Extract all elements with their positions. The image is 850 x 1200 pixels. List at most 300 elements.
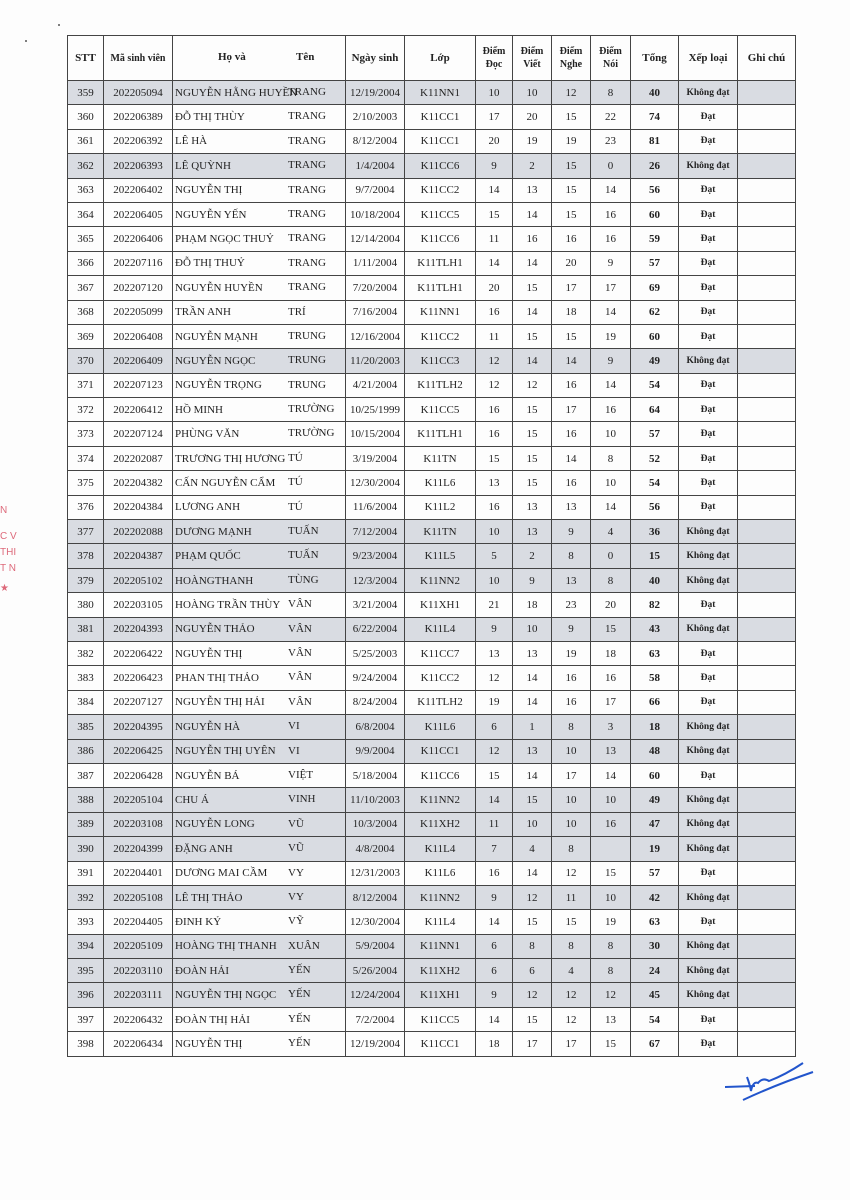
row-writing: 10	[513, 617, 552, 641]
row-dob: 12/30/2004	[346, 471, 405, 495]
row-reading: 16	[476, 300, 513, 324]
row-listening: 8	[552, 715, 591, 739]
row-class: K11CC2	[405, 178, 476, 202]
row-speaking: 10	[591, 788, 631, 812]
row-first-name: VÂN	[288, 622, 312, 635]
row-dob: 3/19/2004	[346, 446, 405, 470]
row-speaking: 20	[591, 593, 631, 617]
row-class: K11CC2	[405, 324, 476, 348]
row-class: K11NN1	[405, 934, 476, 958]
row-writing: 12	[513, 983, 552, 1007]
row-speaking: 14	[591, 300, 631, 324]
row-note	[738, 105, 796, 129]
row-total: 58	[631, 666, 679, 690]
row-rank: Đạt	[679, 690, 738, 714]
table-row	[68, 202, 796, 226]
row-first-name: VÂN	[288, 646, 312, 659]
row-stt: 381	[68, 617, 104, 641]
row-speaking: 0	[591, 154, 631, 178]
row-total: 24	[631, 959, 679, 983]
row-note	[738, 154, 796, 178]
row-student-id: 202204395	[104, 715, 173, 739]
row-reading: 11	[476, 227, 513, 251]
row-reading: 9	[476, 154, 513, 178]
row-first-name: TÚ	[288, 500, 303, 513]
row-last-name: NGUYỄN HUYỀN	[175, 281, 263, 294]
row-student-id: 202205094	[104, 81, 173, 105]
row-note	[738, 276, 796, 300]
row-student-id: 202204387	[104, 544, 173, 568]
row-last-name: NGUYỄN THỊ HẢI	[175, 696, 265, 709]
row-total: 74	[631, 105, 679, 129]
row-full-name	[173, 276, 346, 300]
row-listening: 16	[552, 227, 591, 251]
table-body	[68, 81, 796, 1057]
row-listening: 15	[552, 178, 591, 202]
row-reading: 10	[476, 81, 513, 105]
row-class: K11XH1	[405, 983, 476, 1007]
row-dob: 2/10/2003	[346, 105, 405, 129]
row-dob: 1/4/2004	[346, 154, 405, 178]
row-dob: 7/12/2004	[346, 520, 405, 544]
row-total: 48	[631, 739, 679, 763]
row-listening: 15	[552, 105, 591, 129]
row-reading: 7	[476, 837, 513, 861]
row-dob: 7/20/2004	[346, 276, 405, 300]
row-first-name: YẾN	[288, 964, 311, 977]
row-first-name: TRANG	[288, 110, 326, 123]
row-stt: 392	[68, 885, 104, 909]
row-listening: 8	[552, 934, 591, 958]
row-listening: 20	[552, 251, 591, 275]
row-dob: 4/21/2004	[346, 373, 405, 397]
table-row	[68, 763, 796, 787]
table-row	[68, 885, 796, 909]
row-full-name	[173, 495, 346, 519]
row-reading: 12	[476, 349, 513, 373]
row-stt: 389	[68, 812, 104, 836]
row-rank: Không đạt	[679, 154, 738, 178]
row-listening: 8	[552, 544, 591, 568]
row-speaking: 10	[591, 471, 631, 495]
row-note	[738, 398, 796, 422]
row-full-name	[173, 1032, 346, 1056]
row-rank: Không đạt	[679, 812, 738, 836]
row-student-id: 202205109	[104, 934, 173, 958]
row-full-name	[173, 934, 346, 958]
row-dob: 9/9/2004	[346, 739, 405, 763]
row-last-name: NGUYỄN NGỌC	[175, 354, 256, 367]
row-speaking: 17	[591, 276, 631, 300]
row-first-name: TRUNG	[288, 378, 326, 391]
row-writing: 15	[513, 422, 552, 446]
row-reading: 15	[476, 202, 513, 226]
row-total: 36	[631, 520, 679, 544]
row-class: K11CC7	[405, 641, 476, 665]
row-full-name	[173, 349, 346, 373]
row-class: K11XH1	[405, 593, 476, 617]
row-dob: 5/25/2003	[346, 641, 405, 665]
row-writing: 15	[513, 788, 552, 812]
row-dob: 12/19/2004	[346, 1032, 405, 1056]
row-writing: 15	[513, 324, 552, 348]
row-writing: 14	[513, 300, 552, 324]
row-note	[738, 593, 796, 617]
row-rank: Đạt	[679, 446, 738, 470]
table-row	[68, 129, 796, 153]
row-last-name: ĐỖ THỊ THUỶ	[175, 257, 245, 270]
table-row	[68, 324, 796, 348]
row-class: K11L6	[405, 861, 476, 885]
row-speaking: 22	[591, 105, 631, 129]
row-full-name	[173, 715, 346, 739]
row-class: K11L4	[405, 910, 476, 934]
row-total: 57	[631, 861, 679, 885]
row-total: 64	[631, 398, 679, 422]
row-first-name: TÚ	[288, 476, 303, 489]
row-reading: 9	[476, 617, 513, 641]
row-speaking: 15	[591, 617, 631, 641]
row-reading: 10	[476, 568, 513, 592]
row-note	[738, 568, 796, 592]
row-note	[738, 617, 796, 641]
row-dob: 12/30/2004	[346, 910, 405, 934]
row-writing: 10	[513, 812, 552, 836]
row-total: 49	[631, 349, 679, 373]
row-rank: Không đạt	[679, 544, 738, 568]
row-speaking: 9	[591, 349, 631, 373]
row-total: 63	[631, 910, 679, 934]
row-last-name: HỒ MINH	[175, 403, 223, 416]
row-reading: 9	[476, 983, 513, 1007]
table-row	[68, 666, 796, 690]
row-total: 60	[631, 324, 679, 348]
row-writing: 19	[513, 129, 552, 153]
table-row	[68, 837, 796, 861]
row-dob: 8/12/2004	[346, 885, 405, 909]
row-reading: 13	[476, 471, 513, 495]
row-rank: Không đạt	[679, 568, 738, 592]
row-full-name	[173, 154, 346, 178]
row-reading: 17	[476, 105, 513, 129]
row-last-name: HOÀNG TRẦN THÙY	[175, 598, 281, 611]
row-class: K11TLH2	[405, 690, 476, 714]
row-first-name: VÂN	[288, 671, 312, 684]
row-last-name: HOÀNGTHANH	[175, 574, 254, 587]
row-last-name: NGUYỄN TRỌNG	[175, 379, 262, 392]
row-class: K11XH2	[405, 959, 476, 983]
row-note	[738, 300, 796, 324]
row-first-name: TRƯỜNG	[288, 403, 335, 416]
row-reading: 12	[476, 666, 513, 690]
row-class: K11CC1	[405, 739, 476, 763]
row-stt: 382	[68, 641, 104, 665]
table-row	[68, 934, 796, 958]
row-first-name: VY	[288, 866, 304, 879]
row-student-id: 202206422	[104, 641, 173, 665]
row-last-name: DƯƠNG MẠNH	[175, 525, 252, 538]
row-stt: 388	[68, 788, 104, 812]
row-total: 60	[631, 202, 679, 226]
row-rank: Đạt	[679, 641, 738, 665]
row-student-id: 202206405	[104, 202, 173, 226]
row-full-name	[173, 885, 346, 909]
row-class: K11TLH1	[405, 422, 476, 446]
row-listening: 17	[552, 398, 591, 422]
row-dob: 3/21/2004	[346, 593, 405, 617]
row-class: K11TLH1	[405, 251, 476, 275]
row-note	[738, 666, 796, 690]
row-listening: 12	[552, 81, 591, 105]
row-stt: 393	[68, 910, 104, 934]
row-listening: 14	[552, 349, 591, 373]
row-stt: 371	[68, 373, 104, 397]
row-first-name: TRANG	[288, 183, 326, 196]
row-total: 47	[631, 812, 679, 836]
row-note	[738, 324, 796, 348]
row-full-name	[173, 178, 346, 202]
row-first-name: XUÂN	[288, 939, 320, 952]
row-full-name	[173, 1007, 346, 1031]
row-note	[738, 983, 796, 1007]
row-note	[738, 1032, 796, 1056]
row-writing: 15	[513, 471, 552, 495]
row-dob: 12/19/2004	[346, 81, 405, 105]
row-note	[738, 446, 796, 470]
row-speaking: 8	[591, 959, 631, 983]
row-last-name: LÊ QUỲNH	[175, 159, 231, 172]
row-class: K11CC6	[405, 154, 476, 178]
row-rank: Đạt	[679, 324, 738, 348]
row-listening: 13	[552, 568, 591, 592]
row-total: 49	[631, 788, 679, 812]
row-class: K11CC1	[405, 1032, 476, 1056]
row-student-id: 202202088	[104, 520, 173, 544]
row-total: 67	[631, 1032, 679, 1056]
row-reading: 12	[476, 739, 513, 763]
header-rank: Xếp loại	[679, 36, 738, 81]
row-student-id: 202206402	[104, 178, 173, 202]
row-full-name	[173, 446, 346, 470]
stamp-line: T N	[0, 563, 16, 574]
row-writing: 13	[513, 739, 552, 763]
row-listening: 16	[552, 373, 591, 397]
row-stt: 361	[68, 129, 104, 153]
row-speaking: 23	[591, 129, 631, 153]
row-last-name: PHẠM QUỐC	[175, 550, 241, 563]
row-total: 42	[631, 885, 679, 909]
table-row	[68, 227, 796, 251]
row-student-id: 202206428	[104, 763, 173, 787]
row-note	[738, 544, 796, 568]
row-note	[738, 910, 796, 934]
table-row	[68, 178, 796, 202]
row-reading: 12	[476, 373, 513, 397]
row-last-name: PHẠM NGỌC THUỶ	[175, 233, 274, 246]
row-note	[738, 837, 796, 861]
table-row	[68, 568, 796, 592]
row-student-id: 202207123	[104, 373, 173, 397]
row-total: 56	[631, 178, 679, 202]
row-first-name: TRANG	[288, 86, 326, 98]
header-class: Lớp	[405, 36, 476, 81]
row-stt: 394	[68, 934, 104, 958]
row-reading: 9	[476, 885, 513, 909]
row-last-name: LƯƠNG ANH	[175, 501, 241, 514]
row-rank: Không đạt	[679, 739, 738, 763]
row-stt: 374	[68, 446, 104, 470]
row-stt: 390	[68, 837, 104, 861]
row-reading: 15	[476, 446, 513, 470]
row-stt: 369	[68, 324, 104, 348]
row-speaking: 14	[591, 373, 631, 397]
row-writing: 15	[513, 446, 552, 470]
row-total: 63	[631, 641, 679, 665]
row-reading: 20	[476, 129, 513, 153]
row-dob: 12/16/2004	[346, 324, 405, 348]
row-class: K11L6	[405, 471, 476, 495]
row-reading: 16	[476, 495, 513, 519]
results-table	[67, 35, 796, 1057]
row-last-name: CẤN NGUYỄN CẨM	[175, 476, 276, 489]
row-writing: 4	[513, 837, 552, 861]
row-note	[738, 251, 796, 275]
row-writing: 13	[513, 178, 552, 202]
row-listening: 9	[552, 520, 591, 544]
row-listening: 15	[552, 910, 591, 934]
row-rank: Không đạt	[679, 983, 738, 1007]
row-full-name	[173, 373, 346, 397]
row-dob: 9/24/2004	[346, 666, 405, 690]
row-speaking: 19	[591, 324, 631, 348]
row-listening: 19	[552, 641, 591, 665]
row-note	[738, 495, 796, 519]
row-listening: 10	[552, 739, 591, 763]
row-full-name	[173, 81, 346, 105]
row-total: 54	[631, 471, 679, 495]
row-reading: 5	[476, 544, 513, 568]
row-stt: 376	[68, 495, 104, 519]
row-last-name: DƯƠNG MAI CẦM	[175, 867, 268, 880]
row-full-name	[173, 398, 346, 422]
row-last-name: NGUYỄN YẾN	[175, 208, 247, 221]
row-full-name	[173, 617, 346, 641]
row-first-name: TUẤN	[288, 525, 319, 538]
row-stt: 380	[68, 593, 104, 617]
row-reading: 15	[476, 763, 513, 787]
row-rank: Đạt	[679, 422, 738, 446]
row-full-name	[173, 251, 346, 275]
row-listening: 17	[552, 1032, 591, 1056]
row-class: K11NN2	[405, 788, 476, 812]
row-writing: 15	[513, 276, 552, 300]
row-first-name: TRANG	[288, 256, 326, 269]
row-rank: Không đạt	[679, 788, 738, 812]
row-note	[738, 934, 796, 958]
row-last-name: NGUYỄN THỊ UYÊN	[175, 745, 276, 758]
row-note	[738, 690, 796, 714]
row-first-name: VŨ	[288, 817, 304, 830]
row-total: 52	[631, 446, 679, 470]
row-first-name: VIỆT	[288, 768, 314, 781]
row-speaking: 10	[591, 885, 631, 909]
table-row	[68, 81, 796, 105]
row-rank: Không đạt	[679, 959, 738, 983]
table-row	[68, 1032, 796, 1056]
row-rank: Đạt	[679, 373, 738, 397]
row-last-name: LÊ THỊ THẢO	[175, 891, 243, 904]
row-dob: 4/8/2004	[346, 837, 405, 861]
row-last-name: ĐẶNG ANH	[175, 842, 233, 855]
row-dob: 7/16/2004	[346, 300, 405, 324]
row-first-name: TRANG	[288, 281, 326, 294]
row-class: K11L4	[405, 837, 476, 861]
row-note	[738, 202, 796, 226]
row-speaking: 16	[591, 398, 631, 422]
table-row	[68, 422, 796, 446]
row-stt: 366	[68, 251, 104, 275]
row-dob: 12/31/2003	[346, 861, 405, 885]
signature-stroke	[725, 1063, 803, 1091]
row-student-id: 202206392	[104, 129, 173, 153]
row-full-name	[173, 129, 346, 153]
row-total: 57	[631, 422, 679, 446]
table-row	[68, 739, 796, 763]
row-stt: 387	[68, 763, 104, 787]
row-writing: 15	[513, 398, 552, 422]
row-dob: 8/12/2004	[346, 129, 405, 153]
row-rank: Đạt	[679, 227, 738, 251]
stamp-star-icon: ★	[0, 583, 9, 594]
row-writing: 18	[513, 593, 552, 617]
row-first-name: VI	[288, 744, 300, 757]
row-listening: 17	[552, 763, 591, 787]
row-last-name: TRƯƠNG THỊ HƯƠNG	[175, 452, 286, 465]
row-listening: 4	[552, 959, 591, 983]
row-last-name: TRẦN ANH	[175, 306, 231, 319]
row-full-name	[173, 227, 346, 251]
row-full-name	[173, 544, 346, 568]
row-dob: 9/7/2004	[346, 178, 405, 202]
row-speaking: 8	[591, 568, 631, 592]
row-reading: 6	[476, 959, 513, 983]
row-class: K11CC5	[405, 398, 476, 422]
row-first-name: TRANG	[288, 207, 326, 220]
row-writing: 20	[513, 105, 552, 129]
row-first-name: VY	[288, 890, 304, 903]
row-writing: 2	[513, 544, 552, 568]
row-student-id: 202203105	[104, 593, 173, 617]
row-class: K11NN1	[405, 300, 476, 324]
row-rank: Đạt	[679, 276, 738, 300]
row-student-id: 202207120	[104, 276, 173, 300]
row-last-name: NGUYỄN THỊ	[175, 1037, 243, 1050]
row-dob: 8/24/2004	[346, 690, 405, 714]
row-last-name: ĐINH KỶ	[175, 915, 222, 928]
row-last-name: NGUYỄN THỊ	[175, 647, 243, 660]
row-first-name: YẾN	[288, 1037, 311, 1050]
header-listening: Điểm Nghe	[552, 36, 591, 81]
row-speaking: 10	[591, 422, 631, 446]
row-total: 26	[631, 154, 679, 178]
row-total: 15	[631, 544, 679, 568]
row-class: K11L2	[405, 495, 476, 519]
row-dob: 6/8/2004	[346, 715, 405, 739]
row-class: K11TLH1	[405, 276, 476, 300]
row-writing: 13	[513, 520, 552, 544]
row-student-id: 202206425	[104, 739, 173, 763]
row-class: K11L5	[405, 544, 476, 568]
